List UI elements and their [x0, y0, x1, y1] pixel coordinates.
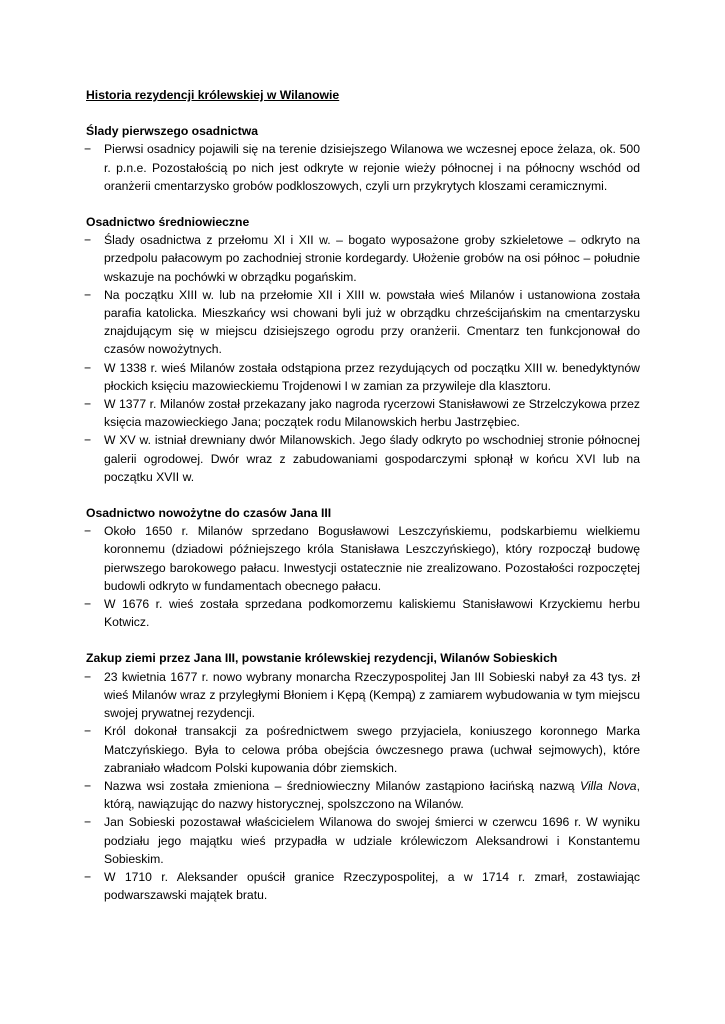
list-item-text: W 1338 r. wieś Milanów została odstąpiona przez rezydujących od początku XIII w. benedyktynów płockich księciu mazowieckiemu Trojdenowi I w zamian za przywileje dla klasztoru. — [104, 360, 640, 393]
dash-bullet-icon: − — [84, 397, 92, 412]
section-heading: Zakup ziemi przez Jana III, powstanie królewskiej rezydencji, Wilanów Sobieskich — [86, 651, 558, 666]
list-item — [86, 286, 640, 359]
dash-bullet-icon: − — [84, 524, 92, 539]
dash-bullet-icon: − — [84, 778, 92, 793]
list-item-text: Nazwa wsi została zmieniona – średniowieczny Milanów zastąpiono łacińską nazwą — [104, 778, 580, 793]
list-item — [86, 722, 640, 777]
list-item-text: W 1710 r. Aleksander opuścił granice Rzeczypospolitej, a w 1714 r. zmarł, zostawiając podwarszawski majątek bratu. — [104, 869, 640, 903]
bullet-list — [86, 668, 640, 905]
list-item — [86, 231, 640, 286]
list-item — [86, 668, 640, 723]
dash-bullet-icon: − — [84, 433, 92, 448]
list-item-text: Pierwsi osadnicy pojawili się na terenie dzisiejszego Wilanowa we wczesnej epoce żelaza, ok. 500 r. p.n.e. Pozostałością po nich jest odkryte w rejonie wieży północnej i na północny wschód od oranżerii cmentarzysko grobów podkloszowych, czyli urn przykrytych kloszami ceramicznymi. — [104, 142, 640, 193]
section-heading: Osadnictwo nowożytne do czasów Jana III — [86, 506, 332, 521]
document-page — [86, 86, 640, 922]
list-item-text: , którą, nawiązując do nazwy historycznej, spolszczono na Wilanów. — [104, 778, 640, 812]
section-3 — [86, 504, 640, 631]
list-item — [86, 522, 640, 595]
list-item-text: Jan Sobieski pozostawał właścicielem Wilanowa do swojej śmierci w czerwcu 1696 r. W wyniku podziału jego majątku wieś przypadła w udziale królewiczom Aleksandrowi i Konstantemu Sobieskim. — [104, 815, 640, 866]
list-item — [86, 777, 640, 813]
list-item — [86, 395, 640, 431]
list-item-text: Ślady osadnictwa z przełomu XI i XII w. – bogato wyposażone groby szkieletowe – odkryto na przedpolu pałacowym po zachodniej stronie kordegardy. Ułożenie grobów na osi północ – południe wskazuje na pochówki w obrządku pogańskim. — [104, 233, 640, 284]
dash-bullet-icon: − — [84, 815, 92, 830]
list-item-text: Około 1650 r. Milanów sprzedano Bogusławowi Leszczyńskiemu, podskarbiemu wielkiemu koronnemu (dziadowi późniejszego króla Stanisława Leszczyńskiego), który rozpoczął budowę pierwszego barokowego pałacu. Inwestycji ostatecznie nie zrealizowano. Pozostałości rozpoczętej budowli odkryto w fundamentach obecnego pałacu. — [104, 524, 640, 593]
list-item — [86, 431, 640, 486]
dash-bullet-icon: − — [84, 233, 92, 248]
dash-bullet-icon: − — [84, 287, 92, 302]
list-item-text: W 1377 r. Milanów został przekazany jako nagroda rycerzowi Stanisławowi ze Strzelczykowa przez księcia mazowieckiego Jana; początek rodu Milanowskich herbu Jastrzębiec. — [104, 397, 640, 430]
list-item-text: Na początku XIII w. lub na przełomie XII i XIII w. powstała wieś Milanów i ustanowiona została parafia katolicka. Mieszkańcy wsi chowani byli już w obrządku chrześcijańskim na cmentarzysku znajdującym się w miejscu dzisiejszego ogrodu przy oranżerii. Cmentarz ten funkcjonował do czasów nowożytnych. — [104, 287, 640, 357]
section-1 — [86, 122, 640, 195]
list-item-text: Król dokonał transakcji za pośrednictwem swego przyjaciela, koniuszego koronnego Marka Matczyńskiego. Była to celowa próba obejścia ówczesnego prawa (uchwał sejmowych), które zabraniało władcom Polski kupowania dóbr ziemskich. — [104, 724, 640, 775]
list-item-text: W XV w. istniał drewniany dwór Milanowskich. Jego ślady odkryto po wschodniej stronie północnej galerii ogrodowej. Dwór wraz z zabudowaniami gospodarczymi spłonął w końcu XVI lub na początku XVII w. — [104, 433, 640, 484]
dash-bullet-icon: − — [84, 869, 92, 884]
dash-bullet-icon: − — [84, 360, 92, 375]
list-item — [86, 868, 640, 904]
bullet-list — [86, 231, 640, 486]
section-heading: Ślady pierwszego osadnictwa — [86, 124, 259, 139]
list-item — [86, 140, 640, 195]
italic-term: Villa Nova — [579, 778, 637, 793]
bullet-list — [86, 140, 640, 195]
dash-bullet-icon: − — [84, 724, 92, 739]
list-item-text: 23 kwietnia 1677 r. nowo wybrany monarcha Rzeczypospolitej Jan III Sobieski nabył za 43 tys. zł wieś Milanów wraz z przyległymi Błoniem i Kępą (Kempą) z zamiarem wybudowania w tym miejscu swojej prywatnej rezydencji. — [104, 669, 640, 721]
section-heading: Osadnictwo średniowieczne — [86, 215, 250, 230]
document-sections — [86, 122, 640, 904]
bullet-list — [86, 522, 640, 631]
document-title: Historia rezydencji królewskiej w Wilanowie — [86, 88, 340, 102]
list-item — [86, 813, 640, 868]
list-item-text: W 1676 r. wieś została sprzedana podkomorzemu kaliskiemu Stanisławowi Krzyckiemu herbu Kotwicz. — [104, 597, 640, 630]
dash-bullet-icon: − — [84, 142, 92, 157]
list-item — [86, 359, 640, 395]
dash-bullet-icon: − — [84, 597, 92, 612]
dash-bullet-icon: − — [84, 669, 92, 684]
section-2 — [86, 213, 640, 486]
list-item — [86, 595, 640, 631]
section-4 — [86, 649, 640, 904]
